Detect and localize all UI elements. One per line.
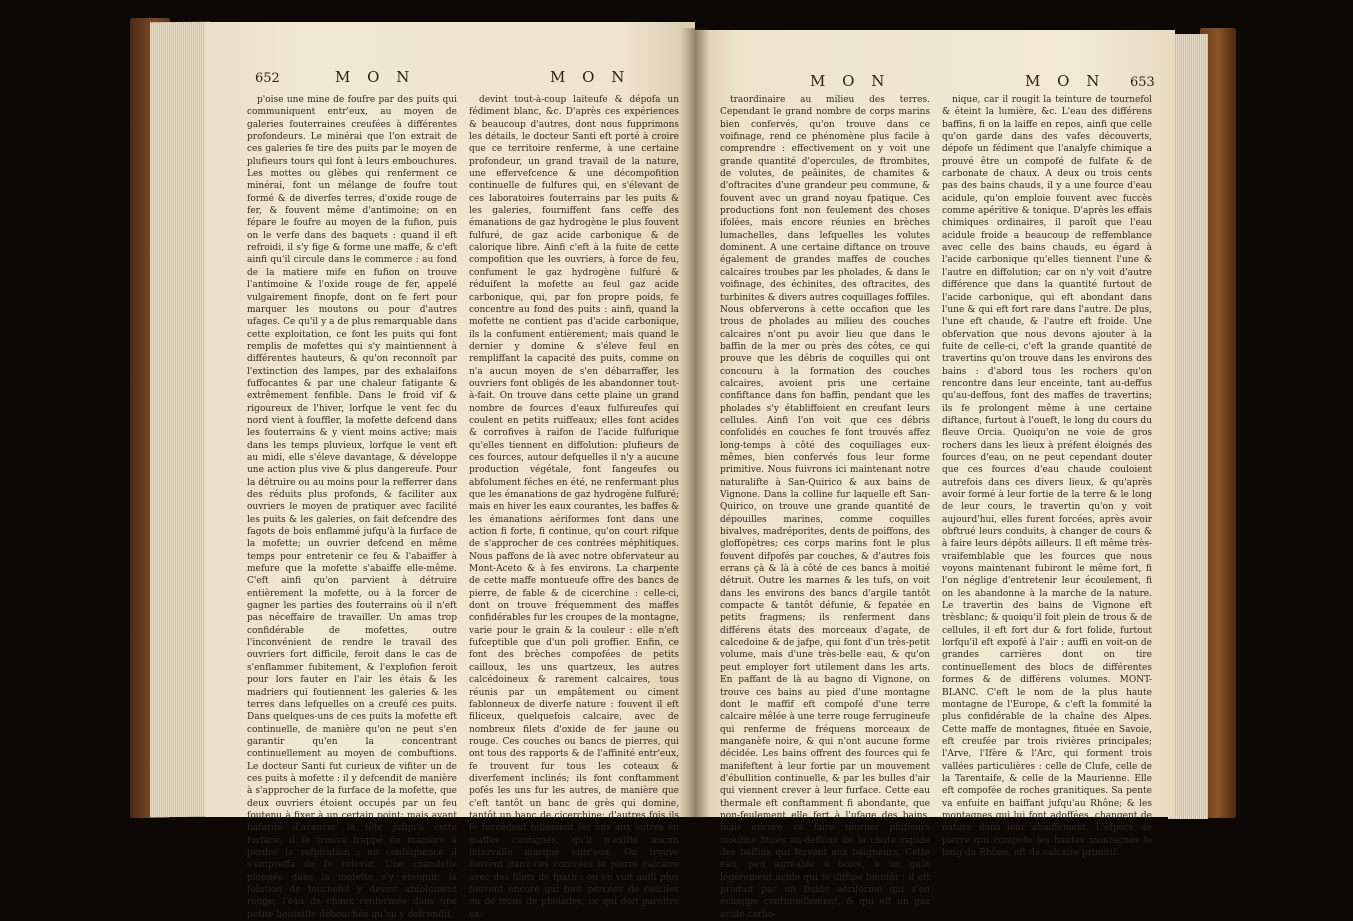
- right-running-head-2: M O N: [1025, 72, 1106, 90]
- right-column-1: [720, 94, 930, 920]
- left-running-head-1: M O N: [335, 68, 416, 86]
- left-column-1-text: p'oise une mine de foufre par des puits qui communiquent entr'eux, au moyen de galeries fouterraines creufées à différentes profondeurs. Le minérai que l'on extrait de ces galeries fe tire des puits par le moyen de plufieurs tours qui font à leurs embouchures. Les mottes ou glèbes qui renferment ce minérai, font un mélange de foufre tout formé & de diverfes terres, d'oxide rouge de fer, & fouvent même d'antimoine; on en fépare le foufre au moyen de la fufion, puis on le verfe dans des baquets : quand il eft refroidi, il s'y fige & forme une maffe, & c'eft ainfi qu'il circule dans le commerce : au fond de la matiere mife en fufion on trouve l'antimoine & l'oxide rouge de fer, appelé vulgairement finopfe, dont on fe fert pour marquer les moutons ou pour d'autres ufages. Ce qu'il y a de plus remarquable dans cette exploitation, ce font les puits qui font remplis de mofettes qui s'y maintiennent à différentes hauteurs, & qu'on reconnoît par l'extinction des lampes, par des exhalaifons fuffocantes & par une chaleur fatigante & extrêmement fenfible. Dans le froid vif & rigoureux de l'hiver, lorfque le vent fec du nord vient à fouffler, la mofette defcend dans les fouterrains & y vient moins active; mais dans les temps pluvieux, lorfque le vent eft au midi, elle s'éleve davantage, & développe une action plus vive & plus dangereufe. Pour la détruire ou au moins pour la refferrer dans des réduits plus profonds, & faciliter aux ouvriers le moyen de pratiquer avec facilité les puits & les galeries, on fait defcendre des fagots de bois enflammé jufqu'à la furface de la mofette; un ouvrier defcend en même temps pour entretenir ce feu & l'abaiffer à mefure que la mofette s'abaiffe elle-même. C'eft ainfi qu'on parvient à détruire entièrement la mofette, ou à la forcer de gagner les parties des fouterrains où il n'eft pas néceffaire de travailler. Un amas trop confidérable de mofettes, outre l'inconvénient de rendre le travail des ouvriers fort difficile, feroit dans le cas de s'enflammer fubitement, & l'explofion feroit pour lors fauter en l'air les étais & les madriers qui foutiennent les galeries & les terres dans lefquelles on a creufé ces puits. Dans quelques-uns de ces puits la mofette eft continuelle, de manière qu'on ne peut s'en garantir qu'en la concentrant continuellement au moyen de combuftions. Le docteur Santi fut curieux de vifiter un de ces puits à mofette : il y defcendit de manière à s'approcher de la furface de la mofette, que deux ouvriers étoient occupés par un feu foutenu à fixer à un certain point; mais ayant hafardé d'avancer la tête jufqu'à cette furface, il fe trouva frappé de manière à perdre la refpiration : en conféquence il s'empreffa de fe relever. Une chandelle plongée dans la mofette s'y éteignit; la folution de tournefol y devint abfolument rouge; l'eau de chaux renfermée dans une petite bouteille débouchée qu'on y defcendit,: [247, 95, 457, 920]
- right-column-1-text: traordinaire au milieu des terres. Cependant le grand nombre de corps marins bien confervés, qu'on trouve dans ce voifinage, rend ce phénomène plus facile à comprendre : effectivement on y voit une grande quantité d'opercules, de ftrombites, de volutes, de peâinites, de chamites & d'oftracites d'une grandeur peu commune, & fouvent avec un grand noyau fpatique. Ces productions font non feulement des choses ifolées, mais encore réunies en brèches lumachelles, dans lefquelles les volutes dominent. A une certaine diftance on trouve également de grandes maffes de couches calcaires troubes par les pholades, & dans le voifinage, des échinites, des oftracites, des turbinites & divers autres coquillages foffiles. Nous obferverons à cette occafion que les trous de pholades au milieu des couches calcaires n'ont pu avoir lieu que dans le baffin de la mer ou près des côtes, ce qui prouve que les débris de coquilles qui ont concouru à la formation des couches calcaires, avoient pris une certaine confiftance dans fon baffin, pendant que les pholades s'y établiffoient en creufant leurs cellules. Ainfi l'on voit que ces débris confolidés en couches fe font trouvés affez long-temps à côté des coquillages eux-mêmes, bien confervés fous leur forme primitive. Nous fuivrons ici maintenant notre naturalifte à San-Quirico & aux bains de Vignone. Dans la colline fur laquelle eft San-Quirico, on trouve une grande quantité de dépouilles marines, comme coquilles bivalves, madréporites, dents de poiffons, des gloffopètres; ces corps marins font le plus fouvent difpofés par couches, & d'autres fois errans çà & là à côté de ces bancs à moitié détruit. Outre les marnes & les tufs, on voit dans les environs des bancs d'argile tantôt compacte & tantôt défunie, & fepatée en petits fragmens; ils renferment dans différens états des morceaux d'agate, de calcedoine & de jafpe, qui font d'un très-petit volume, mais d'une très-belle eau, & qu'on peut employer fort utilement dans les arts. En paffant de là au bagno di Vignone, on trouve ces bains au pied d'une montagne dont le maffif eft compofé d'une terre calcaire mêlée à une terre rouge ferrugineufe qui renferme de fréquens morceaux de manganèfe noire, & qui n'ont aucune forme décidée. Les bains offrent des fources qui fe manifeftent à leur fortie par un mouvement d'ébullition continuelle, & par les bulles d'air qui viennent crever à leur furface. Cette eau thermale eft conftamment fi abondante, que non-feulement elle fert à l'ufage des bains, mais encore va faire tourner plufieurs moulins fitués au-deffous de la chute rapide des baffins qui fervent aux baigneurs. Cette eau, peu agréable à boire, a un goût légèrement acide qui fe diffipe bientôt : il eft produit par un fluide aériforme qui s'en échappe continuellement, & qui eft un gaz acide carbo-: [720, 95, 930, 920]
- page-edges-left: [150, 22, 210, 818]
- right-column-2: [942, 94, 1152, 858]
- left-column-2-text: devint tout-à-coup laiteufe & dépofa un fédiment blanc, &c. D'après ces expériences & beaucoup d'autres, dont nous fupprimons les détails, le docteur Santi eft porté à croire que ce territoire renferme, à une certaine profondeur, un grand travail de la nature, une effervefcence & une décompofition continuelle de fulfures qui, en s'élevant de ces laboratoires fouterrains par les puits & les galeries, fourniffent fans ceffe des émanations de gaz hydrogène le plus fouvent fulfuré, de gaz acide carbonique & de calorique libre. Ainfi c'eft à la fuite de cette compofition que les ouvriers, à force de feu, confument le gaz hydrogène fulfuré & réduifent la mofette au feul gaz acide carbonique, qui, par fon propre poids, fe concentre au fond des puits : ainfi, quand la mofette ne contient pas d'acide carbonique, ils la confument entièrement; mais quand le dernier y domine & s'éleve feul en rempliffant la capacité des puits, comme on n'a aucun moyen de s'en débarraffer, les ouvriers font obligés de les abandonner tout-à-fait. On trouve dans cette plaine un grand nombre de fources d'eaux fulfureufes qui coulent en petits ruiffeaux; elles font acides & corrofives à raifon de l'acide fulfurique qu'elles tiennent en diffolution: plufieurs de ces fources, autour defquelles il n'y a aucune production végétale, font fangeufes ou abfolument féches en été, ne renfermant plus que les émanations de gaz hydrogène fulfuré; mais en hiver les eaux courantes, les baffes & les émanations aériformes font dans une action fi forte, fi continue, qu'on court rifque de s'approcher de ces contrées méphitiques. Nous paffons de là avec notre obfervateur au Mont-Aceto & à fes environs. La charpente de cette maffe montueufe offre des bancs de pierre, de fable & de cicerchine : celle-ci, dont on trouve fréquemment des maffes confidérables fur les croupes de la montagne, varie pour le grain & la couleur : elle n'eft fufceptible que d'un poli groffier. Enfin, ce font des brèches compofées de petits cailloux, les uns quartzeux, les autres calcédoineux & rarement calcaires, tous réunis par un empâtement ou ciment fablonneux de diverfe nature : fouvent il eft filiceux, quelquefois calcaire, avec de nombreux filets d'oxide de fer jaune ou rouge. Ces couches ou bancs de pierres, qui ont tous des rapports & de l'affinité entr'eux, fe trouvent fur tous les coteaux & diverfement inclinés; ils font conftamment pofés les uns fur les autres, de manière que c'eft tantôt un banc de grès qui domine, tantôt un banc de cicerchine; d'autres fois ils fe fuccèdent tellement les uns aux autres en maffes contiguës, qu'il n'exifte aucun intervalle marqué entr'eux. On trouve fouvent dans ces contrées la pierre calcaire avec des filets de fpath : on en voit aufli plus fouvent encore qui font percées de cellules ou de trous de pholades, ce qui doit paroître ex-: [469, 95, 679, 920]
- left-column-1: [247, 94, 457, 920]
- left-page-number: 652: [255, 71, 280, 86]
- left-page: [205, 22, 695, 920]
- left-running-head-2: M O N: [550, 68, 631, 86]
- right-running-head-1: M O N: [810, 72, 891, 90]
- right-page-number: 653: [1130, 75, 1155, 90]
- right-page: [690, 30, 1175, 920]
- book-gutter: [680, 28, 710, 818]
- right-column-2-text: nique, car il rougit la teinture de tournefol & éteint la lumière, &c. L'eau des différens baffins, fi on la laiffe en repos, ainfi que celle qu'on garde dans des vafes découverts, dépofe un fédiment que l'analyfe chimique a prouvé être un compofé de fulfate & de carbonate de chaux. A deux ou trois cents pas des bains chauds, il y a une fource d'eau acidule, qu'on emploie fouvent avec fuccès comme apéritive & tonique. D'après les effais chimiques ordinaires, il paroît que l'eau acidule froide a beaucoup de reffemblance avec celle des bains chauds, eu égard à l'acide carbonique qu'elles tiennent l'une & l'autre en diffolution; car on n'y voit d'autre différence que dans la quantité furtout de l'acide carbonique, qui eft abondant dans l'une & qui eft fort rare dans l'autre. De plus, l'une eft chaude, & l'autre eft froide. Une obfervation que nous devons ajouter à la fuite de celle-ci, c'eft la grande quantité de travertins qu'on trouve dans les environs des bains : d'abord tous les rochers qu'on rencontre dans leur enceinte, tant au-deffus qu'au-deffous, font des maffes de travertins; ils fe prolongent même à une certaine diftance, furtout à l'oueft, le long du cours du fleuve Orcia. Quoiqu'on ne voie de gros rochers dans les lieux à préfent éloignés des fources d'eau, on ne peut cependant douter que ces fources d'eau chaude couloient autrefois dans ces divers lieux, & qu'après avoir formé à leur fortie de la terre & le long de leur cours, le travertin qu'on y voit aujourd'hui, elles furent forcées, après avoir obftrué leurs conduits, à changer de cours & à faire leurs dépôts ailleurs. Il eft même très-vraifemblable que les fources que nous voyons maintenant fubiront le même fort, fi l'on néglige d'entretenir leur écoulement, fi on les abandonne à la marche de la nature. Le travertin des bains de Vignone eft trèsblanc; & quoiqu'il foit plein de trous & de cellules, il eft fort dur & fort folide, furtout lorfqu'il eft expofé à l'air : auffi en voit-on de grandes carrières dont on tire continuellement des blocs de différentes formes & de différens volumes. MONT-BLANC. C'eft le nom de la plus haute montagne de l'Europe, & c'eft la fommité la plus confidérable de la chaîne des Alpes. Cette maffe de montagnes, fituée en Savoie, eft creufée par trois rivières principales; l'Arve, l'Ifère & l'Arc, qui forment trois vallées particulières : celle de Clufe, celle de la Tarentaife, & celle de la Maurienne. Elle eft compofée de roches granitiques. Sa pente va enfuite en baiffant jufqu'au Rhône; & les montagnes qui lui font adoffées, changent de nature dans leur abaiffement. L'efpèce de pierre qui compofe les hautes montagnes le long du Rhône, eft de calcaire primitif.: [942, 95, 1152, 858]
- left-column-2: [469, 94, 679, 920]
